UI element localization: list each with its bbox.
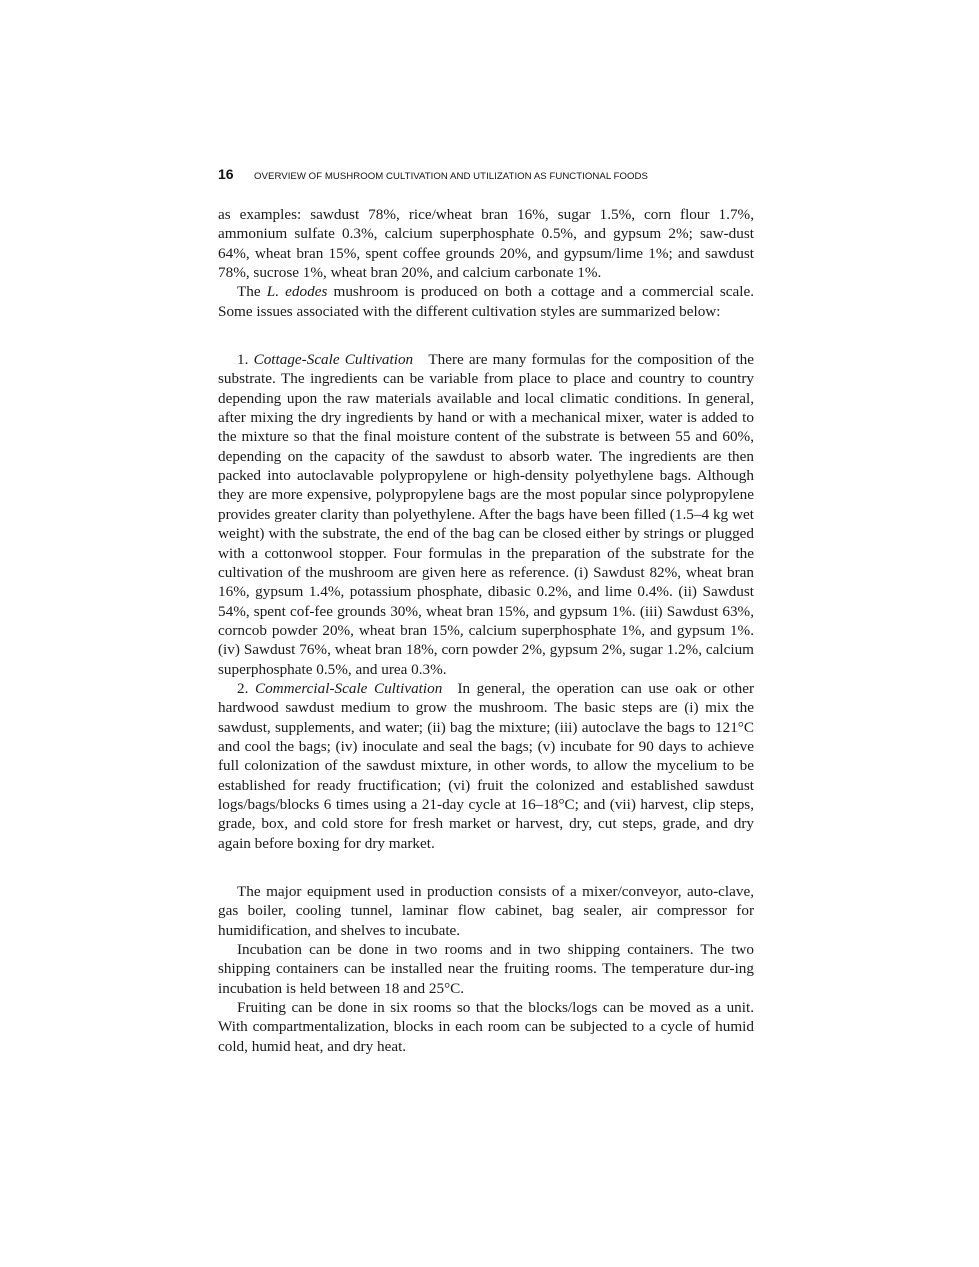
page-header bbox=[218, 166, 758, 184]
page-number: 16 bbox=[218, 166, 234, 182]
paragraph-intro-after: mushroom is produced on both a cottage and a commercial scale. Some issues associated with the different cultivation styles are summarized below: bbox=[218, 283, 754, 320]
species-name: L. edodes bbox=[266, 283, 328, 301]
running-title: OVERVIEW OF MUSHROOM CULTIVATION AND UTILIZATION AS FUNCTIONAL FOODS bbox=[254, 171, 648, 182]
section-cottage-scale bbox=[218, 350, 754, 679]
paragraph-incubation: Incubation can be done in two rooms and in two shipping containers. The two shipping containers can be installed near the fruiting rooms. The temperature dur-ing incubation is held between 18 and 25°C. bbox=[218, 941, 754, 997]
section-1-title: Cottage-Scale Cultivation bbox=[253, 351, 414, 369]
section-2-number: 2. bbox=[237, 679, 249, 697]
paragraph-substrate-examples: as examples: sawdust 78%, rice/wheat bran 16%, sugar 1.5%, corn flour 1.7%, ammonium sulfate 0.3%, calcium superphosphate 0.5%, and gypsum 2%; saw-dust 64%, wheat bran 15%, spent coffee grounds 20%, and gypsum/lime 1%; and sawdust 78%, sucrose 1%, wheat bran 20%, and calcium carbonate 1%. bbox=[218, 206, 754, 282]
body-text bbox=[218, 205, 754, 1056]
section-2-text: In general, the operation can use oak or other hardwood sawdust medium to grow the mushroom. The basic steps are (i) mix the sawdust, supplements, and water; (ii) bag the mixture; (iii) autoclave the bags to 121°C and cool the bags; (iv) inoculate and seal the bags; (v) incubate for 90 days to achieve full colonization of the sawdust mixture, in other words, to allow the mycelium to be established for ready fructification; (vi) fruit the colonized and established sawdust logs/bags/blocks 6 times using a 21-day cycle at 16–18°C; and (vii) harvest, clip steps, grade, box, and cold store for fresh market or harvest, dry, cut steps, grade, and dry again before boxing for dry market. bbox=[218, 679, 754, 852]
paragraph-equipment: The major equipment used in production consists of a mixer/conveyor, auto-clave, gas boiler, cooling tunnel, laminar flow cabinet, bag sealer, air compressor for humidification, and shelves to incubate. bbox=[218, 883, 754, 939]
section-1-text: There are many formulas for the composition of the substrate. The ingredients can be variable from place to place and country to country depending upon the raw materials available and local climatic conditions. In general, after mixing the dry ingredients by hand or with a mechanical mixer, water is added to the mixture so that the final moisture content of the substrate is between 55 and 60%, depending on the capacity of the sawdust to absorb water. The ingredients are then packed into autoclavable polypropylene or high-density polyethylene bags. Although they are more expensive, polypropylene bags are the most popular since polypropylene provides greater clarity than polyethylene. After the bags have been filled (1.5–4 kg wet weight) with the substrate, the end of the bag can be closed either by strings or plugged with a cottonwool stopper. Four formulas in the preparation of the substrate for the cultivation of the mushroom are given here as reference. (i) Sawdust 82%, wheat bran 16%, gypsum 1.4%, potassium phosphate, dibasic 0.2%, and lime 0.4%. (ii) Sawdust 54%, spent cof-fee grounds 30%, wheat bran 15%, and gypsum 1%. (iii) Sawdust 63%, corncob powder 20%, wheat bran 15%, calcium superphosphate 1%, and gypsum 1%. (iv) Sawdust 76%, wheat bran 18%, corn powder 2%, gypsum 2%, sugar 1.2%, calcium superphosphate 0.5%, and urea 0.3%. bbox=[218, 351, 754, 678]
section-1-number: 1. bbox=[237, 351, 249, 369]
section-commercial-scale bbox=[218, 679, 754, 853]
paragraph-fruiting: Fruiting can be done in six rooms so that the blocks/logs can be moved as a unit. With compartmentalization, blocks in each room can be subjected to a cycle of humid cold, humid heat, and dry heat. bbox=[218, 999, 754, 1055]
section-2-title: Commercial-Scale Cultivation bbox=[254, 679, 443, 697]
paragraph-intro-before: The bbox=[237, 283, 267, 301]
paragraph-intro-scales bbox=[218, 282, 754, 321]
